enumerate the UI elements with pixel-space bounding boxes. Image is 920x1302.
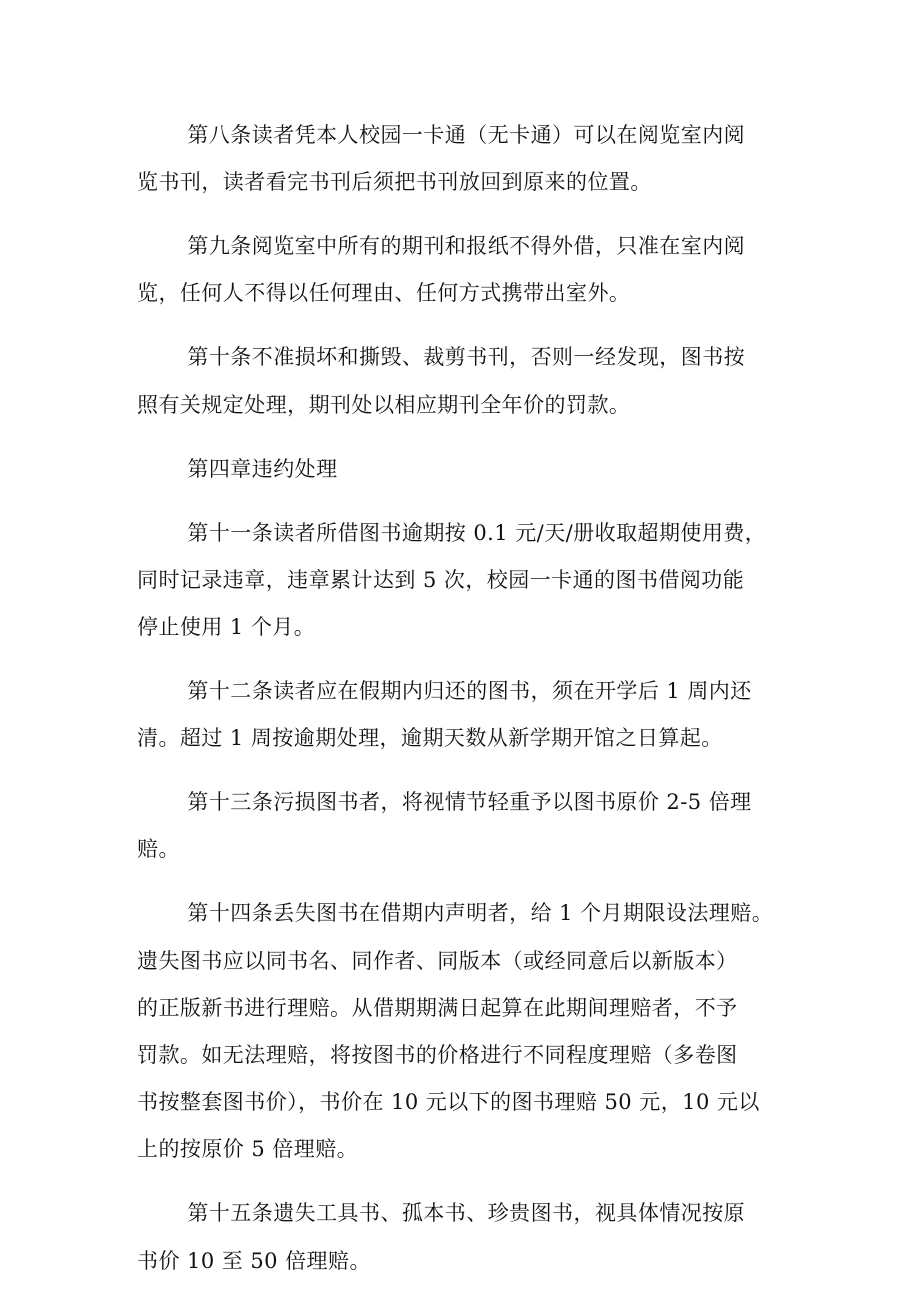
paragraph-line: 第八条读者凭本人校园一卡通（无卡通）可以在阅览室内阅: [187, 123, 746, 147]
paragraph-line: 上的按原价 5 倍理赔。: [137, 1137, 359, 1162]
paragraph-line: 第十一条读者所借图书逾期按 0.1 元/天/册收取超期使用费，: [187, 520, 767, 545]
article-9-paragraph: [137, 223, 797, 317]
paragraph-line: 览书刊，读者看完书刊后须把书刊放回到原来的位置。: [137, 170, 652, 195]
paragraph-line: 罚款。如无法理赔，将按图书的价格进行不同程度理赔（多卷图: [137, 1043, 738, 1068]
document-body: [137, 112, 797, 1302]
heading-text: 第四章违约处理: [187, 456, 338, 481]
paragraph-line: 第十条不准损坏和撕毁、裁剪书刊，否则一经发现，图书按: [187, 345, 746, 370]
paragraph-line: 照有关规定处理，期刊处以相应期刊全年价的罚款。: [137, 392, 631, 417]
article-8-paragraph: [137, 112, 797, 206]
paragraph-line: 同时记录违章，违章累计达到 5 次，校园一卡通的图书借阅功能: [137, 567, 745, 592]
paragraph-line: 第十二条读者应在假期内归还的图书，须在开学后 1 周内还: [187, 679, 752, 704]
paragraph-line: 第十四条丢失图书在借期内声明者，给 1 个月期限设法理赔。: [187, 901, 774, 926]
article-10-paragraph: [137, 334, 797, 428]
paragraph-line: 书按整套图书价），书价在 10 元以下的图书理赔 50 元，10 元以: [137, 1090, 760, 1115]
paragraph-line: 清。超过 1 周按逾期处理，逾期天数从新学期开馆之日算起。: [137, 726, 723, 751]
article-15-paragraph: [137, 1190, 797, 1284]
article-13-paragraph: [137, 779, 797, 873]
paragraph-line: 第十三条污损图书者，将视情节轻重予以图书原价 2-5 倍理: [187, 790, 752, 815]
paragraph-line: 览，任何人不得以任何理由、任何方式携带出室外。: [137, 281, 631, 306]
paragraph-line: 停止使用 1 个月。: [137, 615, 316, 640]
paragraph-line: 书价 10 至 50 倍理赔。: [137, 1248, 371, 1273]
paragraph-line: 第十五条遗失工具书、孤本书、珍贵图书，视具体情况按原: [187, 1201, 746, 1226]
chapter-4-heading: [137, 446, 797, 493]
article-12-paragraph: [137, 668, 797, 762]
paragraph-line: 第九条阅览室中所有的期刊和报纸不得外借，只准在室内阅: [187, 234, 746, 259]
paragraph-line: 赔。: [137, 837, 180, 862]
paragraph-line: 的正版新书进行理赔。从借期期满日起算在此期间理赔者，不予: [137, 995, 738, 1020]
article-14-paragraph: [137, 890, 797, 1173]
paragraph-line: 遗失图书应以同书名、同作者、同版本（或经同意后以新版本）: [137, 948, 738, 973]
article-11-paragraph: [137, 510, 797, 652]
